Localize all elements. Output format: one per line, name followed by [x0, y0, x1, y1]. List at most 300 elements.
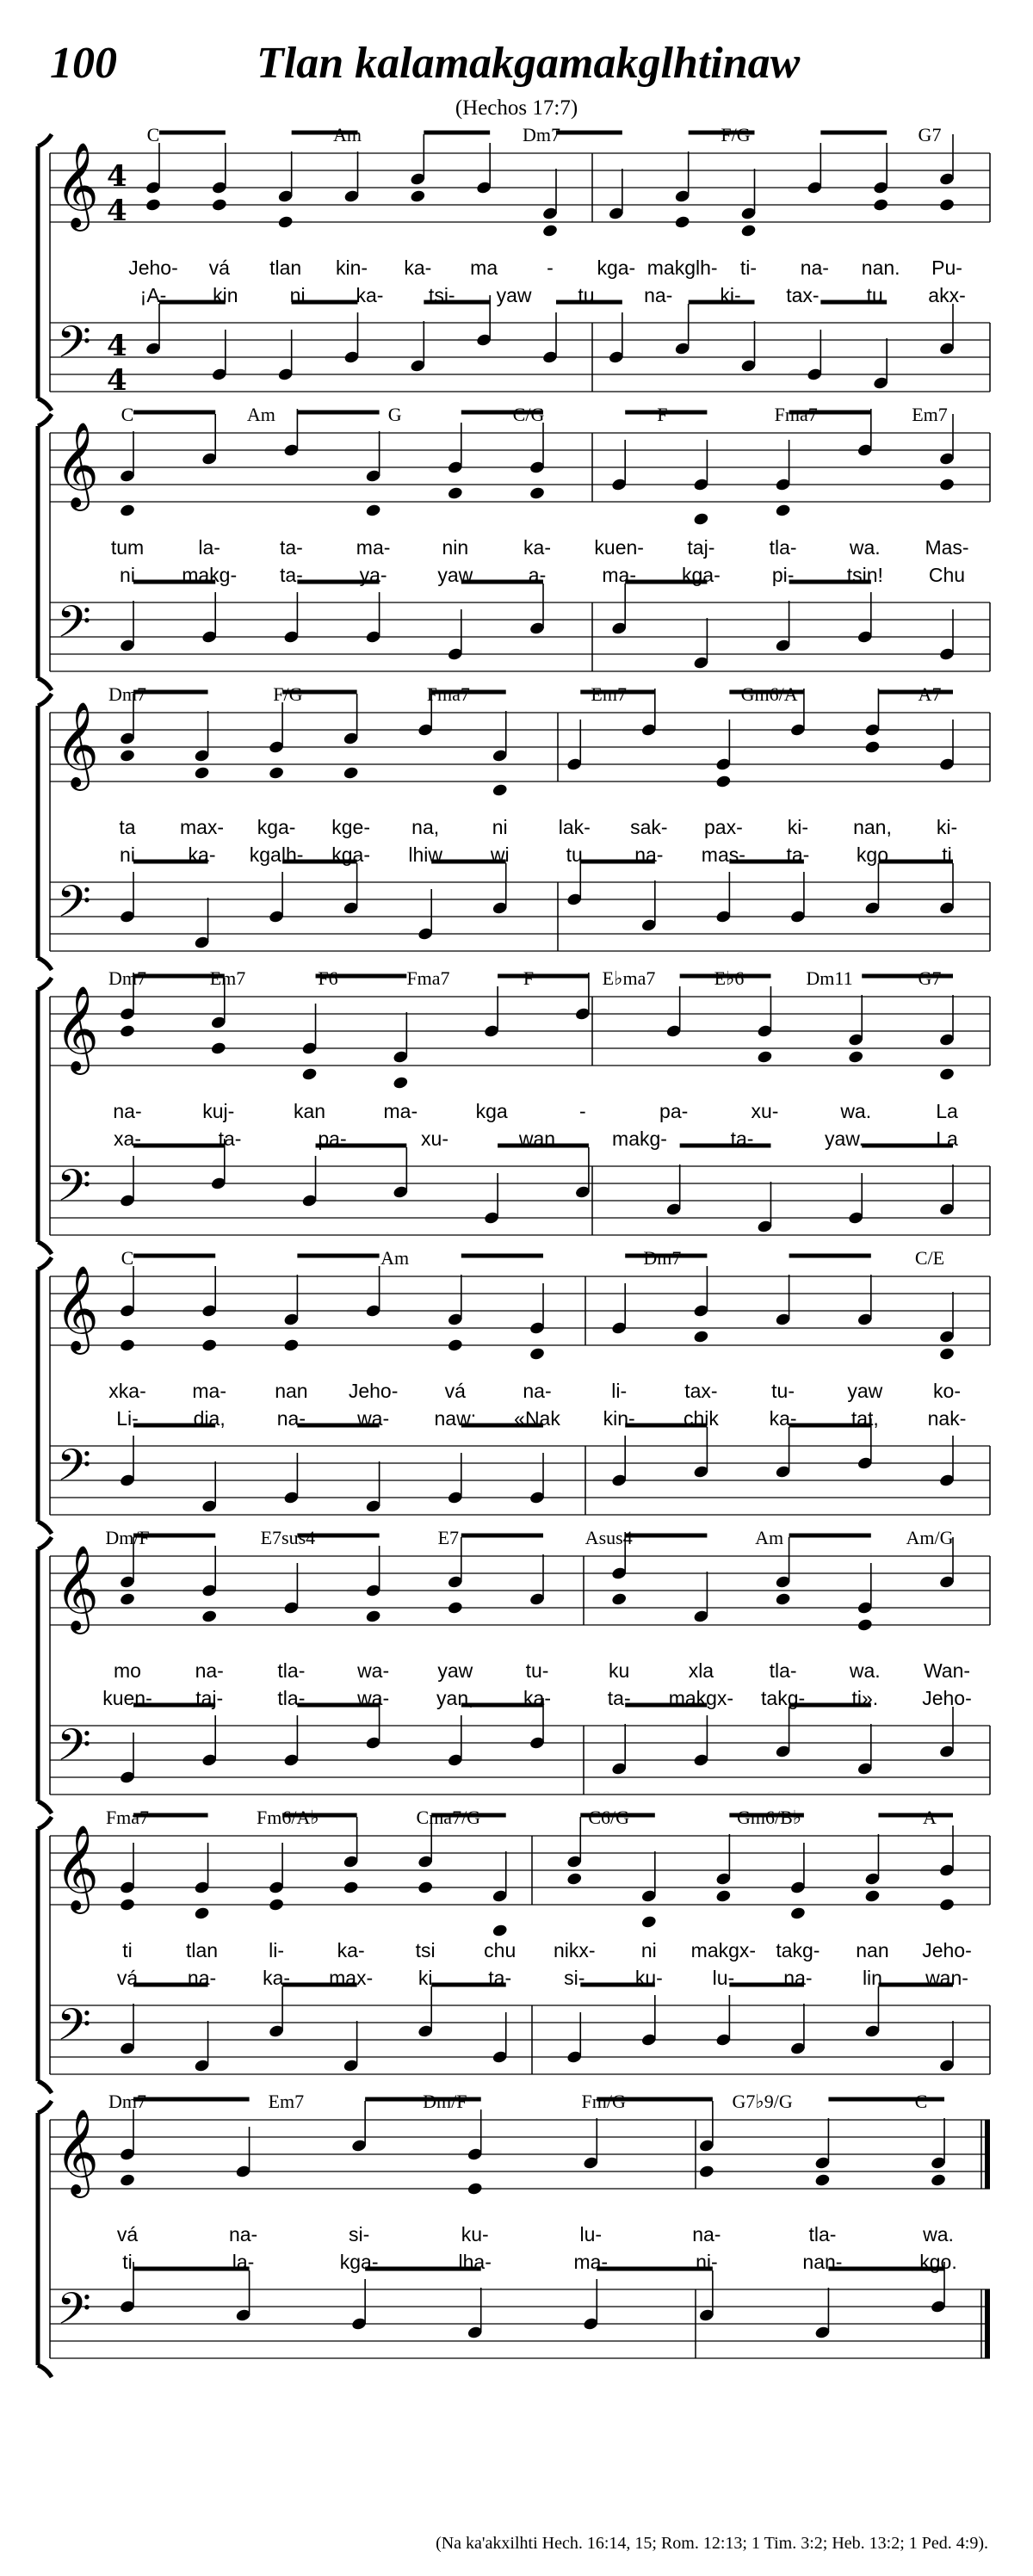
lyric-verse-1: na-	[195, 1659, 224, 1682]
chord-symbol: G7	[918, 124, 942, 145]
lyric-verse-1: ka-	[523, 536, 551, 559]
lyric-verse-1: la-	[198, 536, 220, 559]
system-3	[0, 683, 1033, 981]
lyric-verse-2: ki-	[720, 284, 741, 306]
bass-note	[418, 1986, 434, 2038]
bass-note	[269, 872, 285, 924]
bass-note	[447, 1715, 463, 1767]
lyric-verse-1: tla-	[808, 2223, 837, 2246]
bass-note	[194, 898, 210, 949]
lyric-verse-2: wan-	[925, 1967, 968, 1989]
bass-note	[447, 1453, 463, 1504]
bass-note	[740, 321, 757, 373]
system-5	[0, 1247, 1033, 1545]
lyric-verse-2: tat,	[851, 1407, 879, 1430]
lyric-verse-1: tla-	[769, 1659, 797, 1682]
lyric-verse-1: na-	[113, 1100, 142, 1122]
bass-note	[194, 2021, 210, 2073]
lyric-verse-2: kga-	[331, 843, 370, 866]
lyric-verse-2: ti».	[851, 1687, 879, 1709]
chord-symbol: Cma7/G	[416, 1807, 481, 1828]
lyric-verse-1: tax-	[684, 1380, 718, 1402]
bass-note	[393, 1147, 409, 1199]
lyric-verse-1: nikx-	[553, 1939, 596, 1961]
bass-clef: 𝄢	[57, 1719, 91, 1782]
lyric-verse-1: ku	[609, 1659, 630, 1682]
chord-symbol: Em7	[912, 404, 948, 425]
lyric-verse-2: ta-	[279, 564, 303, 586]
lyric-verse-1: wa-	[357, 1659, 390, 1682]
lyric-verse-2: kga-	[339, 2251, 379, 2273]
bass-note	[938, 2021, 955, 2073]
bass-note	[640, 880, 657, 932]
treble-note	[864, 1834, 881, 1903]
lyric-verse-1: xka-	[108, 1380, 146, 1402]
bass-note	[119, 1156, 135, 1208]
chord-symbol: E♭ma7	[602, 967, 656, 989]
bass-note	[757, 1182, 773, 1233]
lyric-verse-2: kin	[213, 284, 238, 306]
lyric-verse-1: chu	[484, 1939, 516, 1961]
lyric-verse-2: kgo.	[919, 2251, 957, 2273]
lyric-verse-2: yaw.	[824, 1127, 865, 1150]
chord-symbol: C	[914, 2091, 928, 2112]
treble-note	[775, 440, 791, 517]
treble-note	[674, 151, 690, 229]
lyric-verse-1: taj-	[687, 536, 715, 559]
lyric-verse-2: lin	[862, 1967, 882, 1989]
lyric-verse-2: kgalh-	[249, 843, 304, 866]
treble-note	[201, 1546, 218, 1623]
treble-clef: 𝄞	[55, 422, 99, 508]
lyric-verse-1: ko-	[933, 1380, 961, 1402]
lyric-verse-2: kuen-	[102, 1687, 152, 1709]
lyric-verse-2: tla-	[277, 1687, 306, 1709]
time-signature-top: 4	[107, 159, 127, 194]
treble-note	[583, 2118, 599, 2170]
bass-note	[566, 2012, 583, 2064]
bass-note	[693, 1715, 709, 1767]
lyric-verse-2: ka-	[356, 284, 384, 306]
chord-symbol: F6	[318, 967, 338, 989]
treble-note	[807, 143, 823, 195]
lyric-verse-1: li-	[269, 1939, 285, 1961]
treble-note	[541, 169, 558, 238]
bass-note	[665, 1164, 682, 1216]
treble-note	[938, 1825, 955, 1912]
bass-note	[541, 312, 558, 364]
treble-note	[529, 1283, 545, 1361]
bass-note	[775, 1427, 791, 1479]
treble-note	[484, 986, 500, 1038]
treble-note	[938, 720, 955, 771]
treble-note	[529, 1554, 545, 1606]
lyric-verse-2: chik	[683, 1407, 719, 1430]
bass-note	[283, 592, 300, 644]
chord-symbol: Dm7	[643, 1247, 682, 1269]
lyric-verse-1: kga-	[597, 256, 636, 279]
treble-note	[365, 431, 381, 517]
lyric-verse-2: yaw	[496, 284, 532, 306]
treble-note	[693, 440, 709, 526]
treble-note	[640, 1851, 657, 1929]
chord-symbol: F/G	[721, 124, 751, 145]
staff-system-graphic	[0, 2096, 1033, 2388]
lyric-verse-2: pi-	[771, 564, 795, 586]
lyric-verse-1: La	[936, 1100, 958, 1122]
treble-note	[119, 1266, 135, 1352]
lyric-verse-1: sak-	[630, 816, 668, 838]
lyric-verse-1: ma-	[192, 1380, 226, 1402]
lyric-verse-1: Jeho-	[128, 256, 178, 279]
chord-symbol: Fma7	[426, 683, 470, 705]
bass-note	[529, 584, 545, 635]
treble-note	[611, 1283, 628, 1335]
chord-symbol: Dm/F	[105, 1527, 150, 1548]
chord-symbol: C	[146, 124, 160, 145]
bass-note	[365, 592, 381, 644]
lyric-verse-2: ta-	[730, 1127, 754, 1150]
treble-note	[351, 2101, 368, 2153]
lyric-verse-1: nan,	[853, 816, 892, 838]
chord-symbol: A7	[918, 683, 942, 705]
lyric-verse-1: tum	[110, 536, 145, 559]
bass-note	[611, 1724, 628, 1776]
treble-note	[492, 1851, 508, 1937]
bass-note	[484, 1173, 500, 1225]
lyric-verse-1: Jeho-	[922, 1939, 972, 1961]
chord-symbol: Dm7	[108, 2091, 146, 2112]
lyric-verse-1: -	[579, 1100, 586, 1122]
lyric-verse-1: na,	[411, 816, 440, 838]
lyric-verse-2: tsin!	[846, 564, 883, 586]
lyric-verse-2: ni-	[696, 2251, 718, 2273]
bass-note	[938, 1164, 955, 1216]
time-signature-top: 4	[107, 329, 127, 363]
lyric-verse-2: yan,	[436, 1687, 474, 1709]
bass-note	[119, 601, 135, 652]
bass-clef: 𝄢	[57, 596, 91, 658]
bass-note	[938, 609, 955, 661]
lyric-verse-1: vá	[444, 1380, 466, 1402]
lyric-verse-1: max-	[179, 816, 225, 838]
bass-note	[715, 1995, 732, 2047]
staff-system-graphic	[0, 973, 1033, 1265]
lyric-verse-2: wi	[490, 843, 510, 866]
bass-note	[693, 1427, 709, 1479]
treble-note	[789, 1843, 806, 1920]
lyric-verse-1: yaw	[847, 1380, 883, 1402]
bass-note	[277, 330, 294, 381]
lyric-verse-2: na-	[644, 284, 673, 306]
lyric-verse-1: ki-	[936, 816, 958, 838]
lyric-verse-2: ka-	[523, 1687, 551, 1709]
bass-note	[410, 321, 426, 373]
bass-note	[365, 1461, 381, 1513]
lyric-verse-2: si-	[564, 1967, 585, 1989]
scripture-reference: (Hechos 17:7)	[455, 96, 578, 120]
chord-symbol: G	[387, 404, 402, 425]
lyric-verse-2: ti	[122, 2251, 133, 2273]
treble-note	[343, 694, 359, 780]
treble-note	[698, 2101, 714, 2178]
lyric-verse-2: makg-	[182, 564, 238, 586]
hymn-number: 100	[50, 39, 117, 88]
lyric-verse-2: makgx-	[668, 1687, 734, 1709]
bass-clef: 𝄢	[57, 1998, 91, 2061]
chord-symbol: Am/G	[906, 1527, 954, 1548]
lyric-verse-1: pax-	[703, 816, 743, 838]
treble-note	[857, 1275, 873, 1326]
chord-symbol: Fm/G	[581, 2091, 626, 2112]
chord-symbol: G7	[918, 967, 942, 989]
lyric-verse-2: La	[936, 1127, 958, 1150]
treble-note	[476, 143, 492, 195]
bass-note	[938, 1707, 955, 1758]
lyric-verse-2: ka-	[769, 1407, 797, 1430]
lyric-verse-2: ti	[942, 843, 952, 866]
lyric-verse-1: pa-	[659, 1100, 689, 1122]
bass-note	[301, 1156, 318, 1208]
treble-clef: 𝄞	[55, 701, 99, 788]
treble-note	[938, 1292, 955, 1361]
lyric-verse-2: lhiw	[408, 843, 442, 866]
lyric-verse-1: vá	[116, 2223, 139, 2246]
bass-note	[789, 2004, 806, 2055]
treble-note	[467, 2110, 483, 2196]
bass-note	[343, 312, 360, 364]
chord-symbol: G7♭9/G	[732, 2091, 793, 2112]
treble-note	[529, 423, 545, 500]
treble-note	[864, 689, 881, 754]
lyric-verse-2: kin-	[603, 1407, 635, 1430]
lyric-verse-2: ta-	[218, 1127, 242, 1150]
lyric-verse-2: tu	[866, 284, 883, 306]
lyric-verse-1: Pu-	[931, 256, 962, 279]
treble-note	[757, 986, 773, 1064]
lyric-verse-2: Jeho-	[922, 1687, 972, 1709]
lyric-verse-2: ni	[120, 843, 135, 866]
treble-note	[665, 986, 682, 1038]
system-1	[0, 124, 1033, 422]
bass-note	[611, 1436, 628, 1487]
treble-note	[283, 1275, 300, 1352]
treble-note	[693, 1266, 709, 1344]
lyric-verse-2: takg-	[761, 1687, 806, 1709]
lyric-verse-1: makgx-	[690, 1939, 757, 1961]
chord-symbol: C	[121, 404, 134, 425]
lyric-verse-2: nan-	[802, 2251, 843, 2273]
bass-note	[211, 330, 227, 381]
bass-note	[529, 1453, 545, 1504]
system-6	[0, 1527, 1033, 1825]
chord-symbol: C	[121, 1247, 134, 1269]
treble-note	[693, 1572, 709, 1623]
bass-note	[119, 1436, 135, 1487]
lyric-verse-2: lha-	[458, 2251, 492, 2273]
lyric-verse-1: tla-	[277, 1659, 306, 1682]
treble-note	[393, 1012, 409, 1090]
bass-clef: 𝄢	[57, 1159, 91, 1222]
treble-note	[775, 1275, 791, 1326]
chord-symbol: Am	[333, 124, 362, 145]
lyric-verse-1: ta-	[279, 536, 303, 559]
treble-note	[235, 2127, 251, 2178]
bass-note	[467, 2288, 483, 2339]
lyric-verse-1: kan	[294, 1100, 326, 1122]
treble-note	[194, 1843, 210, 1920]
bass-note	[715, 872, 732, 924]
bass-clef: 𝄢	[57, 2283, 91, 2345]
bass-note	[235, 2270, 251, 2322]
chord-symbol: C/E	[914, 1247, 945, 1269]
lyric-verse-1: xu-	[751, 1100, 779, 1122]
bass-clef: 𝄢	[57, 875, 91, 938]
lyric-verse-1: ma-	[383, 1100, 418, 1122]
bass-note	[857, 1724, 873, 1776]
bass-note	[857, 592, 873, 644]
chord-symbol: Dm7	[523, 124, 560, 145]
lyric-verse-1: nan	[856, 1939, 889, 1961]
lyric-verse-1: kuen-	[594, 536, 644, 559]
chord-symbol: Dm7	[108, 683, 146, 705]
lyric-verse-2: ta-	[607, 1687, 631, 1709]
lyric-verse-1: ka-	[337, 1939, 365, 1961]
lyric-verse-2: akx-	[928, 284, 966, 306]
bass-note	[873, 338, 889, 390]
treble-clef: 𝄞	[55, 1545, 99, 1631]
bass-note	[814, 2288, 831, 2339]
lyric-verse-2: wa-	[357, 1687, 390, 1709]
bass-note	[583, 2279, 599, 2331]
treble-note	[119, 2110, 135, 2187]
lyric-verse-1: ti-	[739, 256, 758, 279]
bass-note	[283, 1453, 300, 1504]
lyric-verse-1: nin	[442, 536, 469, 559]
chord-symbol: C/G	[512, 404, 545, 425]
lyric-verse-1: kin-	[335, 256, 368, 279]
chord-symbol: Am	[755, 1527, 784, 1548]
lyric-verse-2: pa-	[318, 1127, 347, 1150]
lyric-verse-1: ti	[122, 1939, 133, 1961]
chord-symbol: Am	[246, 404, 275, 425]
lyric-verse-1: lak-	[558, 816, 591, 838]
bass-note	[938, 863, 955, 915]
lyric-verse-1: ni	[492, 816, 508, 838]
chord-symbol: F	[657, 404, 668, 425]
lyric-verse-1: lu-	[579, 2223, 603, 2246]
bass-note	[119, 872, 135, 924]
treble-note	[608, 169, 624, 220]
bass-note	[201, 1715, 218, 1767]
bass-note	[611, 584, 628, 635]
chord-symbol: Dm11	[806, 967, 853, 989]
treble-note	[201, 1266, 218, 1352]
chord-symbol: Em7	[591, 683, 627, 705]
chord-symbol: Em7	[268, 2091, 305, 2112]
lyric-verse-1: Wan-	[923, 1659, 971, 1682]
bass-note	[119, 1733, 135, 1784]
lyric-verse-1: na-	[228, 2223, 258, 2246]
treble-note	[343, 151, 360, 203]
bass-note	[492, 2012, 508, 2064]
lyric-verse-1: tla-	[769, 536, 797, 559]
lyric-verse-1: nan.	[861, 256, 900, 279]
treble-note	[492, 711, 508, 797]
chord-symbol: Em7	[209, 967, 246, 989]
lyric-verse-1: tu-	[525, 1659, 549, 1682]
treble-clef: 𝄞	[55, 985, 99, 1072]
treble-clef: 𝄞	[55, 2109, 99, 2195]
treble-note	[365, 1546, 381, 1623]
bass-note	[775, 1707, 791, 1758]
lyric-verse-1: wa.	[840, 1100, 872, 1122]
treble-note	[566, 1817, 583, 1886]
lyric-verse-1: takg-	[776, 1939, 820, 1961]
chord-symbol: Dm7	[108, 967, 146, 989]
time-signature-bottom: 4	[107, 194, 127, 228]
chord-symbol: Gm6/A	[740, 683, 798, 705]
lyric-verse-2: ¡A-	[139, 284, 167, 306]
treble-note	[283, 1563, 300, 1615]
chord-symbol: F/G	[273, 683, 303, 705]
lyric-verse-1: -	[547, 256, 554, 279]
bass-note	[938, 1436, 955, 1487]
bass-note	[864, 863, 881, 915]
system-8	[0, 2091, 1033, 2388]
lyric-verse-1: na-	[692, 2223, 721, 2246]
lyric-verse-2: ya-	[359, 564, 387, 586]
lyric-verse-1: tlan	[185, 1939, 219, 1961]
chord-symbol: Am	[380, 1247, 410, 1269]
lyric-verse-2: kgo	[856, 843, 888, 866]
treble-note	[447, 423, 463, 500]
lyric-verse-1: ma	[470, 256, 498, 279]
lyric-verse-1: li-	[611, 1380, 628, 1402]
lyric-verse-1: kge-	[331, 816, 370, 838]
treble-note	[715, 1834, 732, 1903]
lyric-verse-2: ki	[418, 1967, 433, 1989]
treble-note	[740, 169, 757, 238]
treble-note	[269, 702, 285, 780]
lyric-verse-1: wa.	[849, 1659, 881, 1682]
bass-note	[864, 1986, 881, 2038]
lyric-verse-2: vá	[116, 1967, 139, 1989]
treble-note	[611, 440, 628, 491]
bass-note	[269, 1986, 285, 2038]
bass-note	[608, 312, 624, 364]
system-4	[0, 967, 1033, 1265]
bass-clef: 𝄢	[57, 316, 91, 379]
treble-note	[119, 431, 135, 517]
lyric-verse-2: tu	[578, 284, 595, 306]
lyric-verse-2: makg-	[612, 1127, 667, 1150]
chord-symbol: Fm6/A♭	[257, 1807, 319, 1828]
lyric-verse-1: tsi	[415, 1939, 436, 1961]
treble-note	[201, 414, 218, 466]
bass-note	[693, 618, 709, 670]
bass-note	[201, 1461, 218, 1513]
bass-note	[938, 304, 955, 355]
bass-note	[351, 2279, 368, 2331]
lyric-verse-1: ku-	[461, 2223, 489, 2246]
lyric-verse-2: lu-	[712, 1967, 735, 1989]
lyric-verse-2: xa-	[114, 1127, 141, 1150]
lyric-verse-2: tax-	[786, 284, 820, 306]
lyric-verse-1: nan	[275, 1380, 308, 1402]
chord-symbol: Asus4	[585, 1527, 633, 1548]
treble-note	[194, 711, 210, 780]
